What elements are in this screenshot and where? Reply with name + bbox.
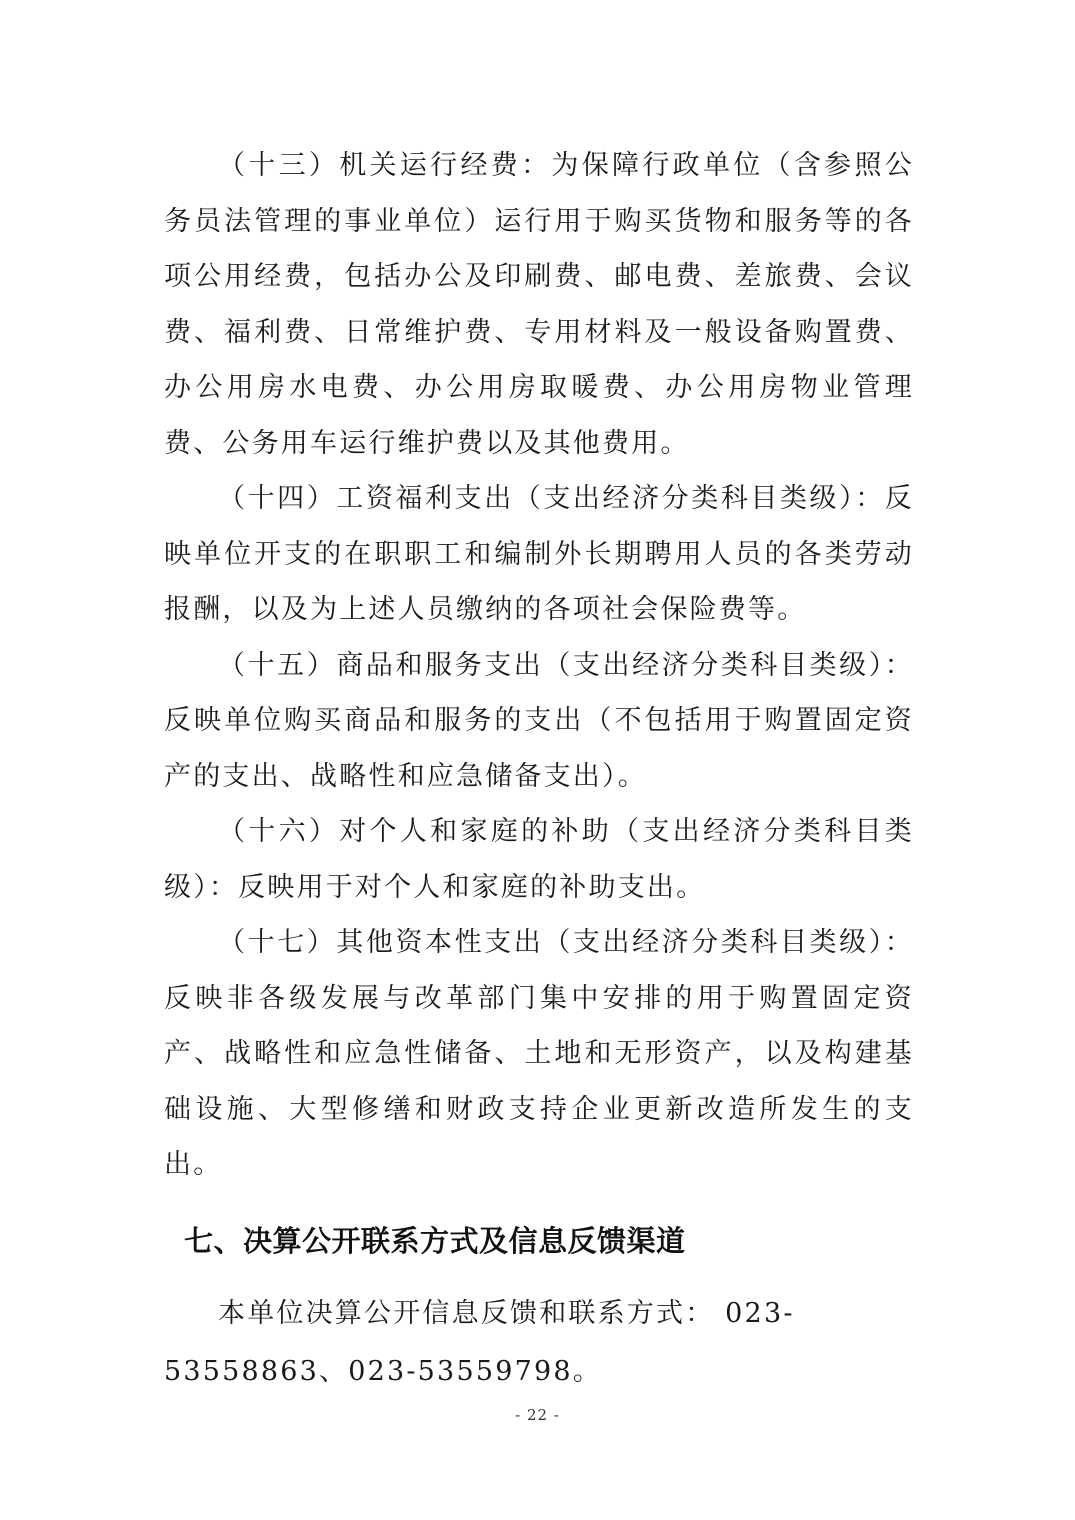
paragraph-16: （十六）对个人和家庭的补助（支出经济分类科目类级）：反映用于对个人和家庭的补助支出。: [164, 816, 914, 903]
paragraph-13: （十三）机关运行经费：为保障行政单位（含参照公务员法管理的事业单位）运行用于购买货物和服务等的各项公用经费，包括办公及印刷费、邮电费、差旅费、会议费、福利费、日常维护费、专用材料及一般设备购置费、办公用房水电费、办公用房取暖费、办公用房物业管理费、公务用车运行维护费以及其他费用。: [164, 150, 914, 459]
paragraph-15: （十五）商品和服务支出（支出经济分类科目类级）：反映单位购买商品和服务的支出（不包括用于购置固定资产的支出、战略性和应急储备支出）。: [164, 649, 914, 792]
page-number: - 22 -: [515, 1406, 560, 1424]
contact-paragraph: 本单位决算公开信息反馈和联系方式： 023-53558863、023-53559798。: [164, 1297, 795, 1387]
section-heading: 七、决算公开联系方式及信息反馈渠道: [184, 1223, 686, 1258]
paragraph-17: （十七）其他资本性支出（支出经济分类科目类级）：反映非各级发展与改革部门集中安排的用于购置固定资产、战略性和应急性储备、土地和无形资产，以及构建基础设施、大型修缮和财政支持企业更新改造所发生的支出。: [164, 927, 914, 1180]
paragraph-14: （十四）工资福利支出（支出经济分类科目类级）：反映单位开支的在职职工和编制外长期聘用人员的各类劳动报酬，以及为上述人员缴纳的各项社会保险费等。: [164, 483, 914, 625]
document-body: [164, 138, 914, 1401]
